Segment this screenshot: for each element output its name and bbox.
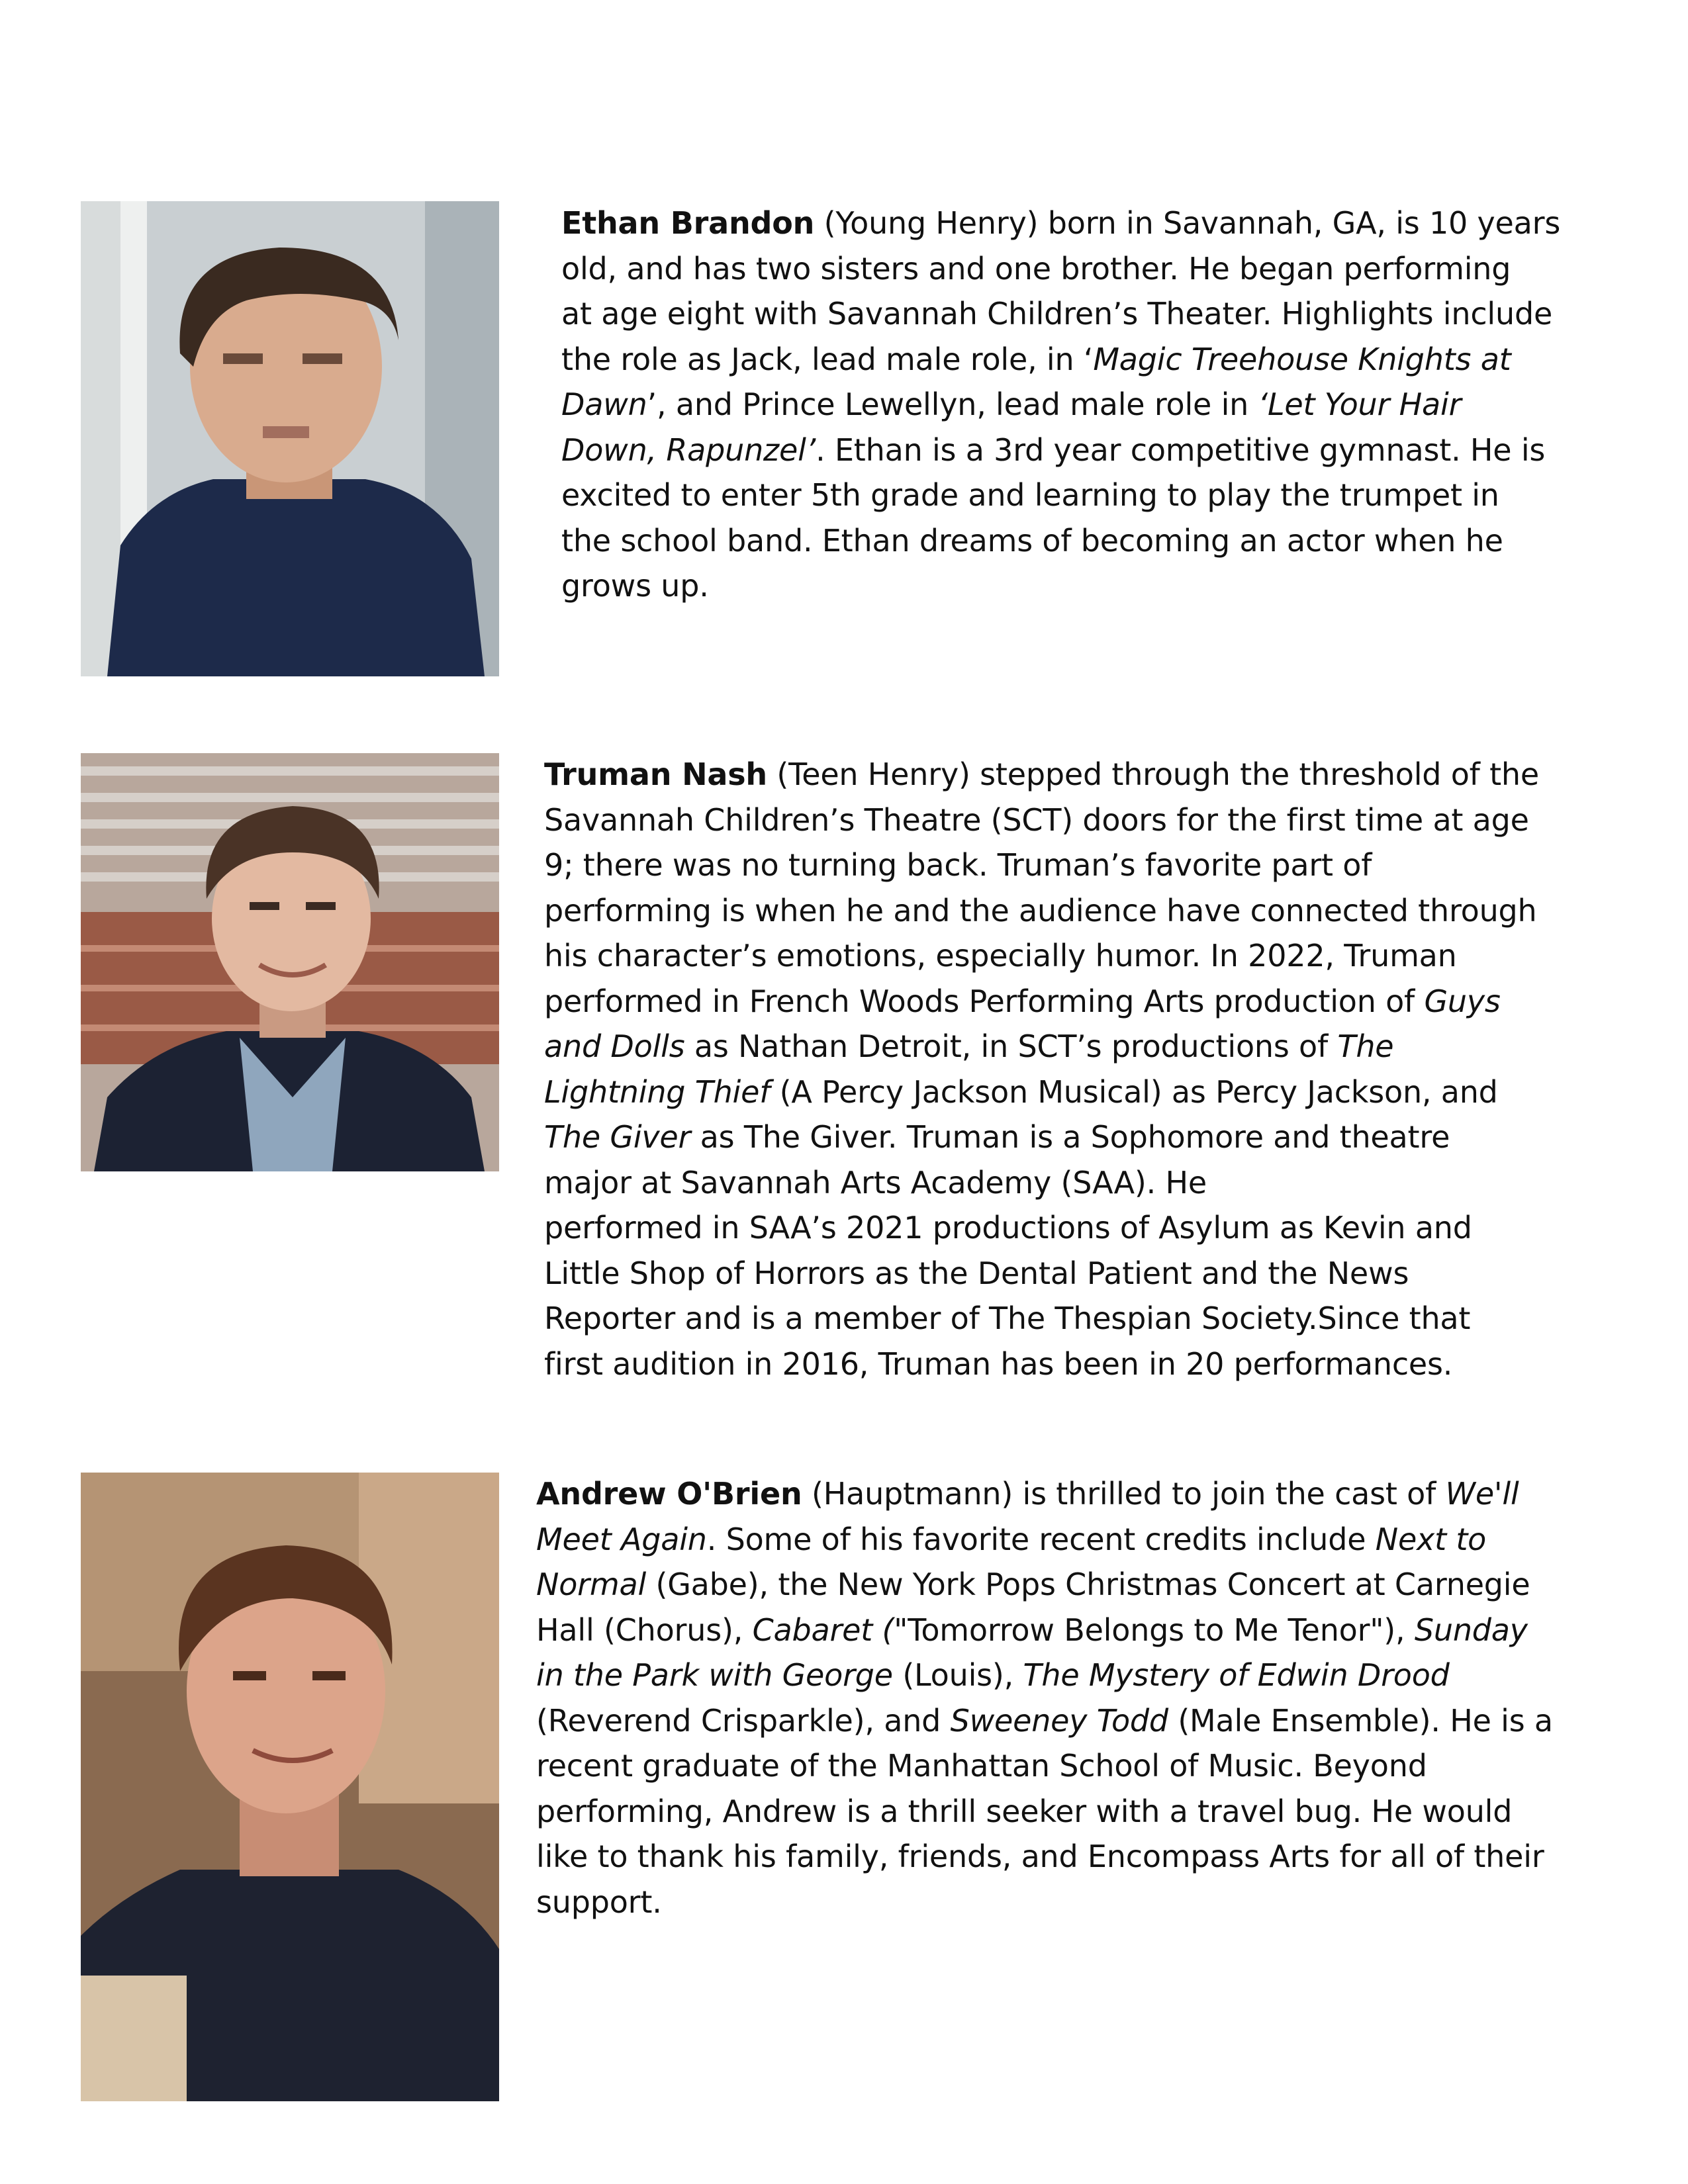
- bio-text: 9; there was no turning back. Truman’s favorite part of: [544, 847, 1372, 883]
- bio-line: [536, 1562, 1602, 1608]
- production-title: Magic Treehouse Knights at: [1093, 341, 1511, 377]
- production-title: Lightning Thief: [544, 1073, 771, 1110]
- production-title: Dawn: [561, 387, 647, 422]
- bio-line: [561, 337, 1607, 383]
- performer-name: Ethan Brandon: [561, 205, 815, 241]
- truman-nash-photo: [81, 753, 499, 1171]
- production-title: in the Park with George: [536, 1657, 893, 1693]
- bio-line: [536, 1471, 1602, 1517]
- bio-text: (Gabe), the New York Pops Christmas Concert at Carnegie: [646, 1567, 1530, 1602]
- production-title: and Dolls: [544, 1028, 685, 1064]
- bio-text: performed in French Woods Performing Arts production of: [544, 983, 1425, 1019]
- bio-line: [561, 382, 1607, 428]
- bio-line: [544, 1115, 1603, 1160]
- bio-text: recent graduate of the Manhattan School of Music. Beyond: [536, 1748, 1427, 1784]
- bio-line: [544, 1205, 1603, 1251]
- bio-text: (Young Henry) born in Savannah, GA, is 10 years: [814, 205, 1561, 241]
- bio-text: first audition in 2016, Truman has been in 20 performances.: [544, 1345, 1453, 1382]
- bio-text: excited to enter 5th grade and learning to play the trumpet in: [561, 477, 1499, 513]
- production-title: Sweeney Todd: [950, 1702, 1168, 1739]
- bio-line: [544, 842, 1603, 888]
- bio-text: Tomorrow Belongs to Me Tenor"),: [908, 1612, 1415, 1648]
- ethan-brandon-photo: [81, 201, 499, 676]
- bio-line: [536, 1517, 1602, 1563]
- bio-line: [536, 1834, 1602, 1880]
- bio-text: Reporter and is a member of The Thespian Society.Since that: [544, 1300, 1471, 1336]
- bio-text: Little Shop of Horrors as the Dental Patient and the News: [544, 1255, 1409, 1291]
- bio-line: [544, 888, 1603, 934]
- andrew-obrien-photo: [81, 1473, 499, 2101]
- bio-text: (Reverend Crisparkle), and: [536, 1702, 951, 1739]
- production-title: The Giver: [544, 1119, 691, 1155]
- bio-text: performing is when he and the audience have connected through: [544, 892, 1537, 929]
- bio-line: [561, 246, 1607, 292]
- bio-line: [544, 1342, 1603, 1387]
- bio-line: [544, 1024, 1603, 1069]
- bio-line: [561, 291, 1607, 337]
- performer-name: Truman Nash: [544, 756, 767, 792]
- bio-line: [544, 979, 1603, 1024]
- bio-line: [544, 752, 1603, 797]
- bio-text: support.: [536, 1884, 662, 1920]
- bio-line: [536, 1743, 1602, 1789]
- andrew-obrien-bio: [536, 1471, 1602, 1925]
- ethan-brandon-bio: [561, 201, 1607, 609]
- production-title: Down, Rapunzel’: [561, 432, 816, 468]
- bio-text: (Louis),: [892, 1657, 1023, 1693]
- production-title: Guys: [1424, 983, 1501, 1019]
- production-title: Cabaret (": [752, 1612, 908, 1648]
- bio-text: his character’s emotions, especially humor. In 2022, Truman: [544, 938, 1457, 974]
- bio-text: (Male Ensemble). He is a: [1168, 1702, 1553, 1739]
- bio-line: [544, 933, 1603, 979]
- bio-text: . Some of his favorite recent credits include: [706, 1521, 1376, 1557]
- bio-line: [544, 1069, 1603, 1115]
- bio-text: grows up.: [561, 568, 709, 604]
- bio-line: [536, 1608, 1602, 1653]
- bio-text: as The Giver. Truman is a Sophomore and theatre: [690, 1119, 1450, 1155]
- bio-text: (Teen Henry) stepped through the threshold of the: [767, 756, 1539, 792]
- performer-name: Andrew O'Brien: [536, 1476, 802, 1512]
- bio-text: (Hauptmann) is thrilled to join the cast of: [802, 1476, 1446, 1512]
- bio-line: [536, 1880, 1602, 1925]
- bio-text: Hall (Chorus),: [536, 1612, 753, 1648]
- bio-text: performing, Andrew is a thrill seeker with a travel bug. He would: [536, 1793, 1513, 1829]
- bio-line: [536, 1698, 1602, 1744]
- production-title: Sunday: [1414, 1612, 1528, 1648]
- bio-line: [544, 1251, 1603, 1297]
- production-title: We'll: [1445, 1476, 1519, 1512]
- production-title: Next to: [1375, 1521, 1487, 1557]
- bio-text: the school band. Ethan dreams of becoming an actor when he: [561, 522, 1503, 559]
- bio-line: [536, 1653, 1602, 1698]
- bio-text: at age eight with Savannah Children’s Theater. Highlights include: [561, 296, 1553, 332]
- production-title: Normal: [536, 1567, 647, 1602]
- bio-text: . Ethan is a 3rd year competitive gymnast. He is: [816, 432, 1546, 468]
- bio-line: [544, 1296, 1603, 1342]
- bio-line: [544, 1160, 1603, 1206]
- production-title: The Mystery of Edwin Drood: [1023, 1657, 1450, 1693]
- bio-text: ’, and Prince Lewellyn, lead male role in: [647, 387, 1258, 422]
- bio-line: [536, 1789, 1602, 1835]
- bio-line: [561, 201, 1607, 246]
- truman-nash-bio: [544, 752, 1603, 1387]
- bio-text: major at Savannah Arts Academy (SAA). He: [544, 1164, 1207, 1201]
- bio-line: [561, 563, 1607, 609]
- bio-text: Savannah Children’s Theatre (SCT) doors for the first time at age: [544, 801, 1529, 838]
- bio-text: old, and has two sisters and one brother. He began performing: [561, 250, 1511, 287]
- bio-text: like to thank his family, friends, and Encompass Arts for all of their: [536, 1839, 1544, 1874]
- bio-line: [561, 473, 1607, 518]
- production-title: ‘Let Your Hair: [1258, 387, 1462, 422]
- bio-line: [544, 797, 1603, 843]
- production-title: Meet Again: [536, 1521, 707, 1557]
- production-title: The: [1337, 1028, 1394, 1064]
- bio-text: performed in SAA’s 2021 productions of Asylum as Kevin and: [544, 1210, 1472, 1246]
- bio-text: (A Percy Jackson Musical) as Percy Jackson, and: [770, 1073, 1498, 1110]
- bio-text: the role as Jack, lead male role, in ‘: [561, 341, 1094, 377]
- bio-line: [561, 518, 1607, 564]
- bio-line: [561, 428, 1607, 473]
- bio-text: as Nathan Detroit, in SCT’s productions of: [684, 1028, 1338, 1064]
